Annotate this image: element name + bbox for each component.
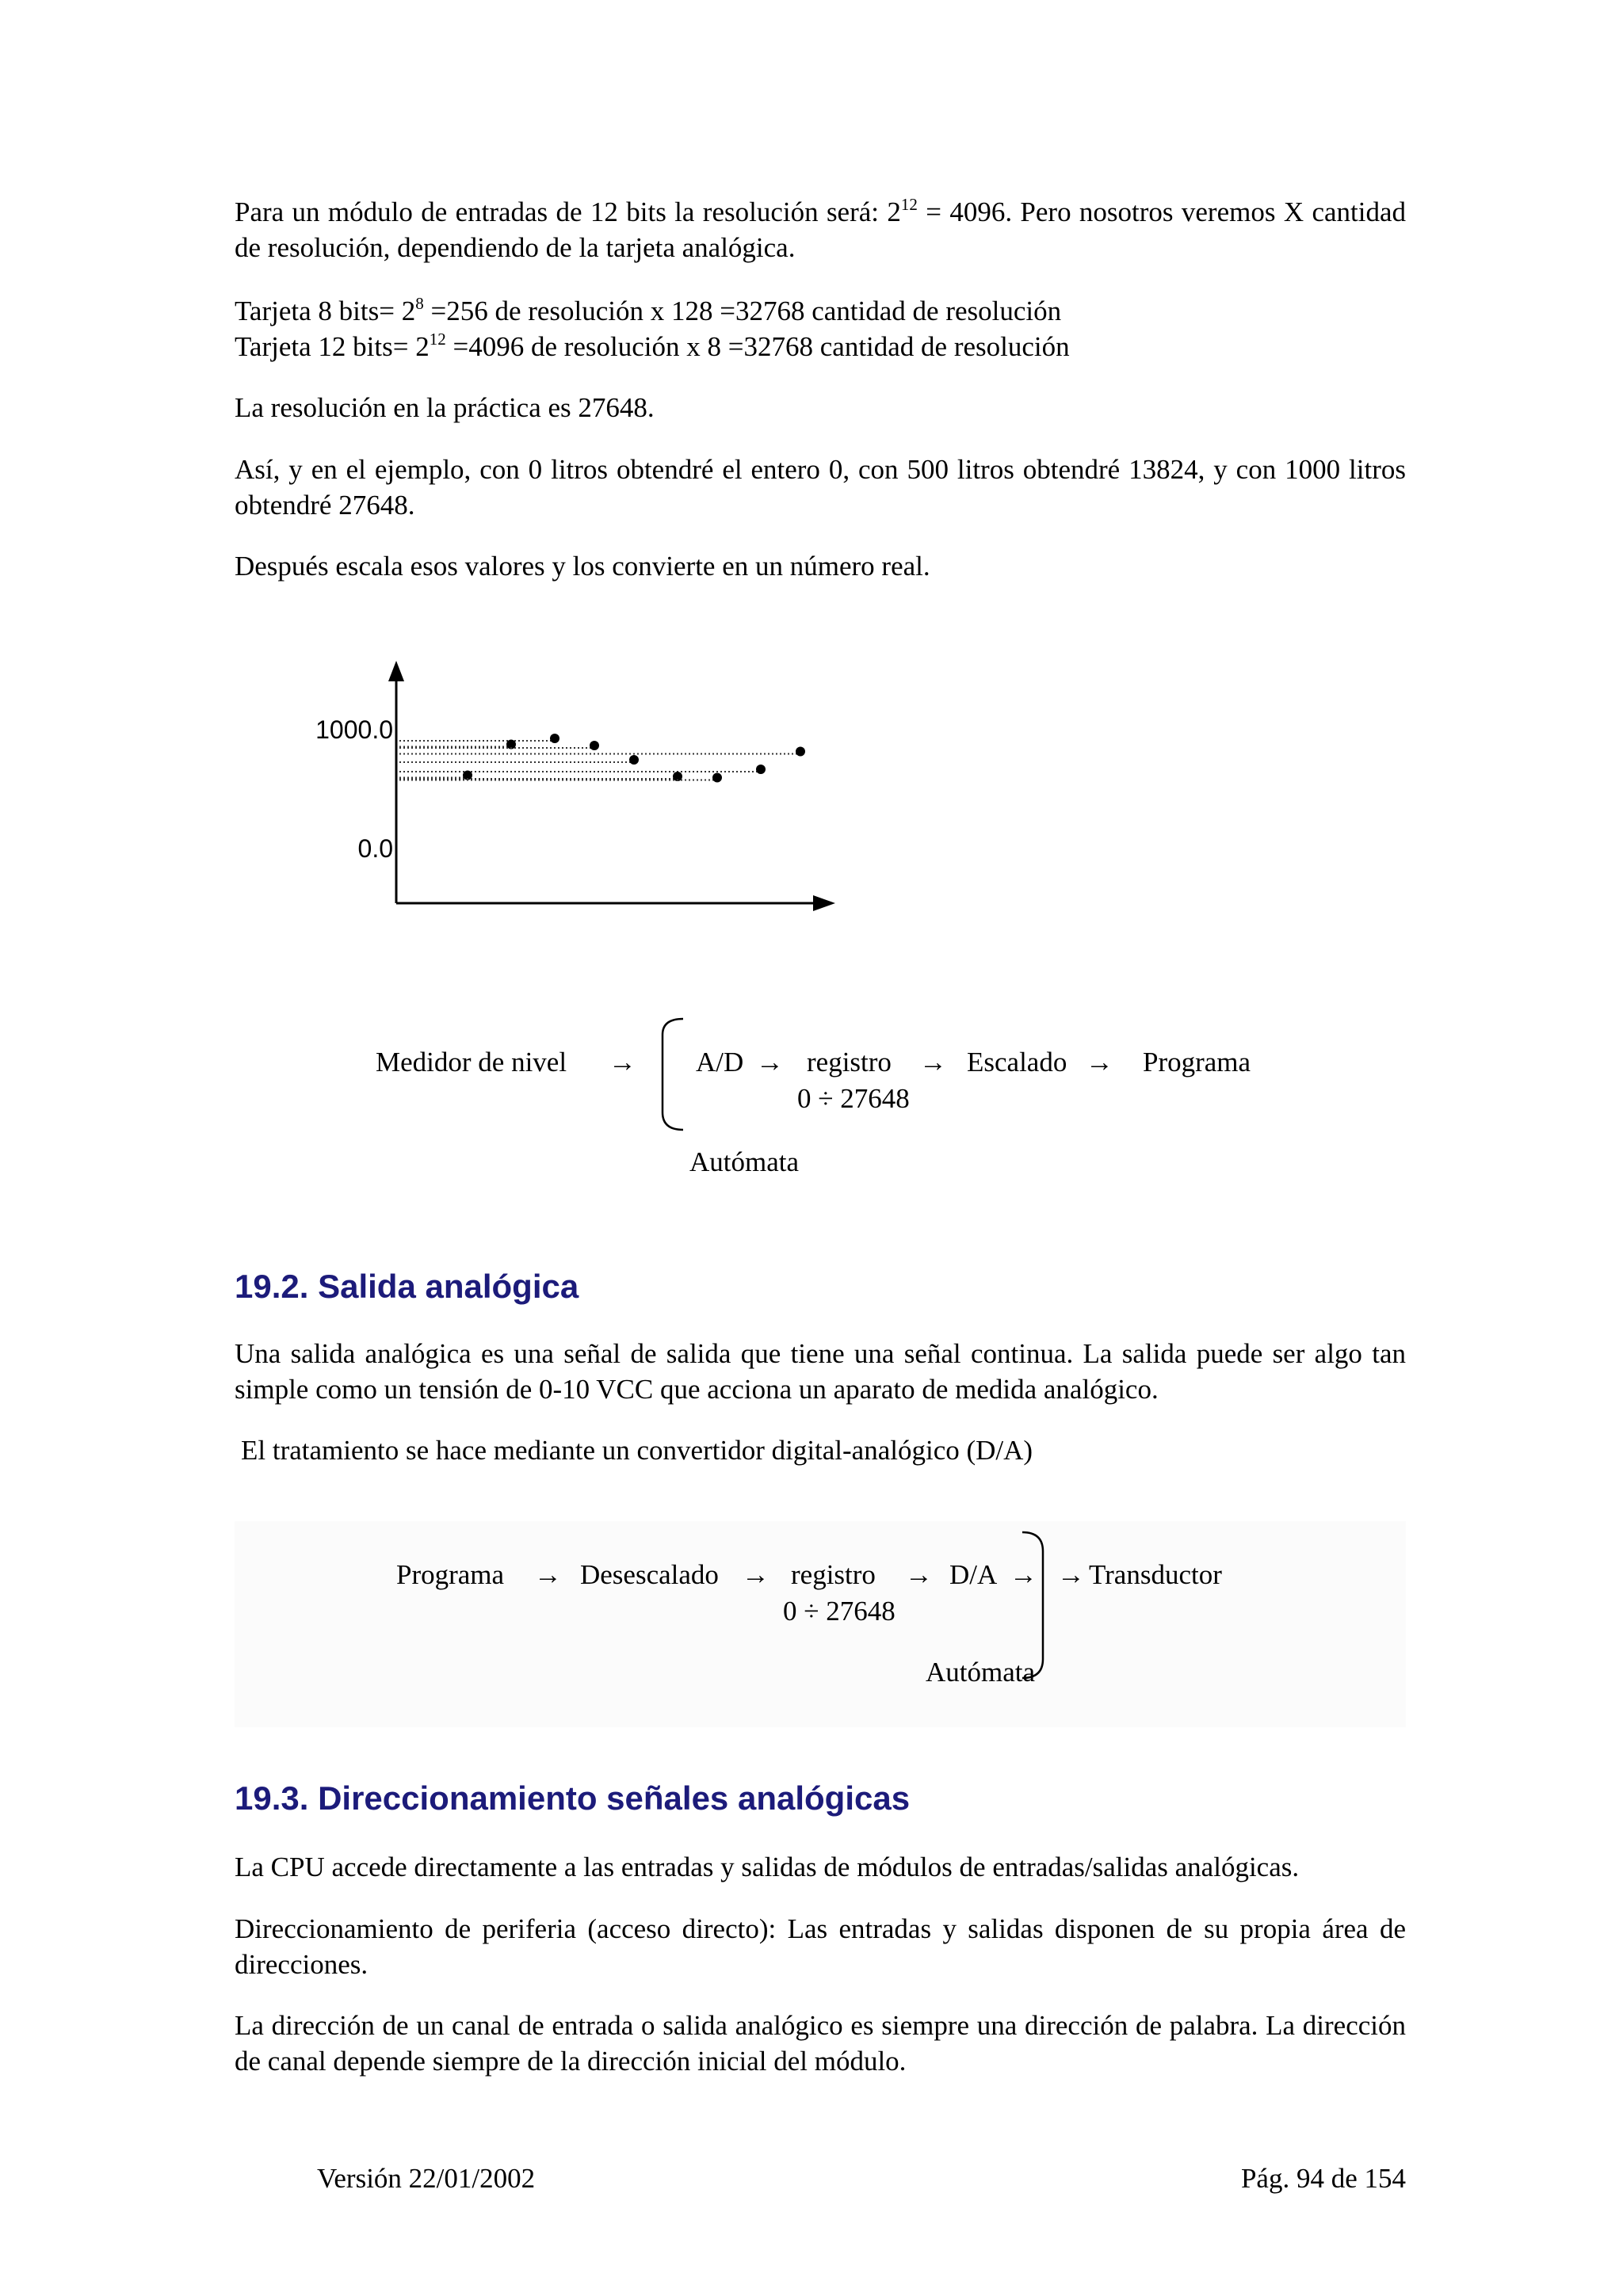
arrow-icon: → (742, 1559, 769, 1590)
section-heading-19-2: 19.2. Salida analógica (235, 1268, 579, 1305)
point-marker (590, 741, 599, 750)
label-programa: Programa (1143, 1047, 1251, 1077)
point-marker (550, 734, 559, 743)
arrow-icon: → (534, 1559, 562, 1590)
paragraph-scaling: Después escala esos valores y los convierte en un número real. (235, 551, 930, 582)
label-automata: Autómata (926, 1657, 1036, 1688)
arrow-icon: → (1010, 1559, 1037, 1590)
chart-point (399, 772, 682, 781)
paragraph-example-litros: Así, y en el ejemplo, con 0 litros obtendré el entero 0, con 500 litros obtendré 13824, y con 1000 litros obtendré 27648. (235, 454, 1406, 521)
p2-line2-text-b: =4096 de resolución x 8 =32768 cantidad de resolución (445, 331, 1070, 362)
paragraph-card-12bit (235, 329, 1406, 364)
label-desescalado: Desescalado (580, 1559, 719, 1590)
y-tick-label: 0.0 (357, 834, 393, 863)
point-marker (796, 747, 805, 757)
p1-text-a: Para un módulo de entradas de 12 bits la resolución será: 2 (235, 196, 901, 227)
chart-point (399, 755, 639, 765)
point-marker (712, 773, 722, 783)
p1-superscript: 12 (900, 195, 918, 214)
paragraph-practical-resolution: La resolución en la práctica es 27648. (235, 392, 655, 423)
paragraph-card-8bit (235, 293, 1406, 329)
paragraph-analog-output: Una salida analógica es una señal de salida que tiene una señal continua. La salida puede ser algo tan simple como un tensión de 0-10 VCC que acciona un aparato de medida analógico. (235, 1338, 1406, 1405)
chart-axes (388, 661, 835, 911)
point-marker (756, 765, 766, 774)
label-registro: registro (791, 1559, 876, 1590)
paragraph-resolution-12bit (235, 194, 1406, 265)
chart-tick-labels (315, 715, 393, 863)
paragraph-cpu-access: La CPU accede directamente a las entradas y salidas de módulos de entradas/salidas analógicas. (235, 1852, 1300, 1882)
label-range: 0 ÷ 27648 (783, 1596, 896, 1627)
p2-line1-text-b: =256 de resolución x 128 =32768 cantidad de resolución (423, 296, 1062, 326)
y-tick-label: 1000.0 (315, 715, 393, 744)
p2-line2-text-a: Tarjeta 12 bits= 2 (235, 331, 430, 362)
label-ad: A/D (696, 1047, 744, 1077)
label-range: 0 ÷ 27648 (797, 1083, 910, 1114)
chart-point (399, 741, 599, 750)
p2-line1-text-a: Tarjeta 8 bits= 2 (235, 296, 416, 326)
label-automata: Autómata (689, 1146, 800, 1177)
output-flow-diagram (235, 1521, 1406, 1727)
paragraph-da-converter: El tratamiento se hace mediante un convertidor digital-analógico (D/A) (241, 1435, 1033, 1466)
y-axis-arrow-icon (388, 661, 404, 681)
arrow-icon: → (609, 1047, 636, 1077)
p1-text-b: = 4096. Pero nosotros veremos X cantidad de resolución, dependiendo de la tarjeta analógica. (235, 196, 1406, 263)
level-scatter-chart (293, 650, 848, 919)
x-axis-arrow-icon (813, 895, 835, 911)
arrow-icon: → (1057, 1559, 1085, 1590)
arrow-icon: → (1086, 1047, 1113, 1077)
label-transductor: Transductor (1089, 1559, 1222, 1590)
chart-point (399, 765, 766, 774)
point-marker (629, 755, 639, 765)
p2-line2-superscript: 12 (429, 330, 446, 349)
label-escalado: Escalado (967, 1047, 1067, 1077)
label-da: D/A (949, 1559, 998, 1590)
label-programa: Programa (396, 1559, 505, 1590)
paragraph-periphery-addressing: Direccionamiento de periferia (acceso directo): Las entradas y salidas disponen de su propia área de direcciones. (235, 1913, 1406, 1980)
label-medidor-de-nivel: Medidor de nivel (376, 1047, 567, 1077)
chart-points (399, 734, 805, 783)
arrow-icon: → (919, 1047, 947, 1077)
footer-version: Versión 22/01/2002 (317, 2163, 536, 2194)
arrow-icon: → (905, 1559, 933, 1590)
p2-line1-superscript: 8 (415, 294, 424, 313)
label-registro: registro (807, 1047, 892, 1077)
section-heading-19-3: 19.3. Direccionamiento señales analógicas (235, 1779, 911, 1817)
footer-page-number: Pág. 94 de 154 (1240, 2163, 1406, 2194)
arrow-icon: → (756, 1047, 784, 1077)
left-brace-icon (655, 1016, 686, 1133)
chart-point (399, 734, 559, 743)
paragraph-channel-address: La dirección de un canal de entrada o salida analógico es siempre una dirección de palabra. La dirección de canal depende siempre de la dirección inicial del módulo. (235, 2010, 1406, 2077)
chart-point (399, 740, 516, 749)
